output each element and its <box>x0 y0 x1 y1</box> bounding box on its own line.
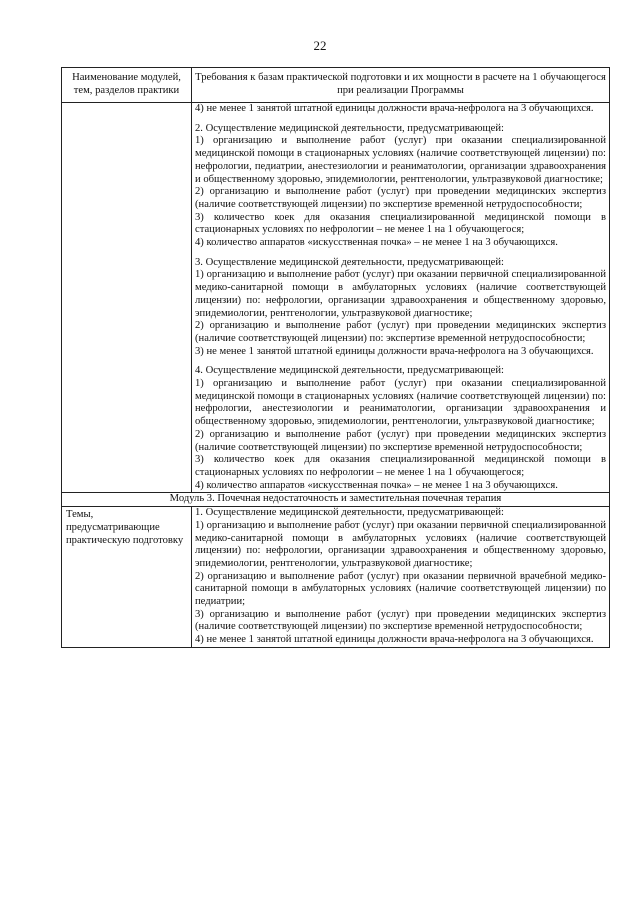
module-row <box>62 493 610 507</box>
header-col-modules: Наименование модулей, тем, разделов практики <box>62 68 192 103</box>
requirement-block <box>195 365 606 492</box>
requirement-line: 2) организацию и выполнение работ (услуг) при оказании первичной врачебной медико-санитарной помощи в амбулаторных условиях (наличие соответствующей лицензии) по педиатрии; <box>195 570 606 608</box>
requirement-line: 3) организацию и выполнение работ (услуг) при проведении медицинских экспертиз (наличие соответствующей лицензии) по экспертизе временной нетрудоспособности; <box>195 608 606 633</box>
requirement-line: 4) количество аппаратов «искусственная почка» – не менее 1 на 3 обучающихся. <box>195 237 558 249</box>
requirements-cell <box>192 507 610 648</box>
requirement-line: 3) количество коек для оказания специализированной медицинской помощи в стационарных условиях по нефрологии – не менее 1 на 1 обучающегося; <box>195 454 606 478</box>
requirement-line: 3. Осуществление медицинской деятельности, предусматривающей: <box>195 256 504 268</box>
table-header-row <box>62 68 610 103</box>
requirement-line: 2. Осуществление медицинской деятельности, предусматривающей: <box>195 122 504 134</box>
requirement-block <box>195 257 606 359</box>
table-row <box>62 507 610 648</box>
requirement-line: 1) организацию и выполнение работ (услуг) при оказании первичной специализированной медико-санитарной помощи в амбулаторных условиях (наличие соответствующей лицензии) по: нефрологии, организации здравоохранения и общественному здоровью, эпидемиологии, рентгенологии, ультразвуковой диагностике; <box>195 519 606 569</box>
requirements-cell <box>192 103 610 493</box>
requirement-block <box>195 123 606 250</box>
requirements-table <box>61 67 610 648</box>
page-number: 22 <box>313 38 327 53</box>
table-row <box>62 103 610 493</box>
requirement-line: 4) не менее 1 занятой штатной единицы должности врача-нефролога на 3 обучающихся. <box>195 634 594 646</box>
requirement-line: 1) организацию и выполнение работ (услуг) при оказании специализированной медицинской помощи в стационарных условиях (наличие соответствующей лицензии) по: нефрологии, анестезиологии и реаниматологии, организации здравоохранения и общественному здоровью, эпидемиологии, рентгенологии, ультразвуковой диагностике; <box>195 378 606 428</box>
requirement-block <box>195 103 606 116</box>
module-title: Модуль 3. Почечная недостаточность и заместительная почечная терапия <box>62 493 610 507</box>
requirement-line: 2) организацию и выполнение работ (услуг) при проведении медицинских экспертиз (наличие соответствующей лицензии) по экспертизе временной нетрудоспособности; <box>195 428 606 453</box>
requirement-line: 3) не менее 1 занятой штатной единицы должности врача-нефролога на 3 обучающихся. <box>195 345 594 357</box>
empty-cell <box>62 103 192 493</box>
requirement-line: 1) организацию и выполнение работ (услуг) при оказании первичной специализированной медико-санитарной помощи в амбулаторных условиях (наличие соответствующей лицензии) по: нефрологии, организации здравоохранения и общественному здоровью, эпидемиологии, рентгенологии, ультразвуковой диагностике; <box>195 269 606 319</box>
requirement-line: 2) организацию и выполнение работ (услуг) при проведении медицинских экспертиз (наличие соответствующей лицензии) по: экспертизе временной нетрудоспособности; <box>195 320 606 344</box>
requirement-line: 3) количество коек для оказания специализированной медицинской помощи в стационарных условиях по нефрологии – не менее 1 на 1 обучающегося; <box>195 211 606 236</box>
requirement-line: 1. Осуществление медицинской деятельности, предусматривающей: <box>195 507 504 519</box>
requirement-line: 4) не менее 1 занятой штатной единицы должности врача-нефролога на 3 обучающихся. <box>195 103 594 114</box>
header-col-requirements: Требования к базам практической подготовки и их мощности в расчете на 1 обучающегося при реализации Программы <box>192 68 610 103</box>
requirement-line: 4) количество аппаратов «искусственная почка» – не менее 1 на 3 обучающихся. <box>195 479 558 491</box>
requirement-line: 1) организацию и выполнение работ (услуг) при оказании специализированной медицинской помощи в стационарных условиях (наличие соответствующей лицензии) по: нефрологии, педиатрии, анестезиологии и реаниматологии, организации здравоохранения и общественному здоровью, эпидемиологии, рентгенологии, ультразвуковой диагностике; <box>195 135 606 185</box>
requirement-line: 2) организацию и выполнение работ (услуг) при проведении медицинских экспертиз (наличие соответствующей лицензии) по экспертизе временной нетрудоспособности; <box>195 186 606 210</box>
topics-label: Темы, предусматривающие практическую подготовку <box>62 507 192 648</box>
requirement-line: 4. Осуществление медицинской деятельности, предусматривающей: <box>195 365 504 377</box>
